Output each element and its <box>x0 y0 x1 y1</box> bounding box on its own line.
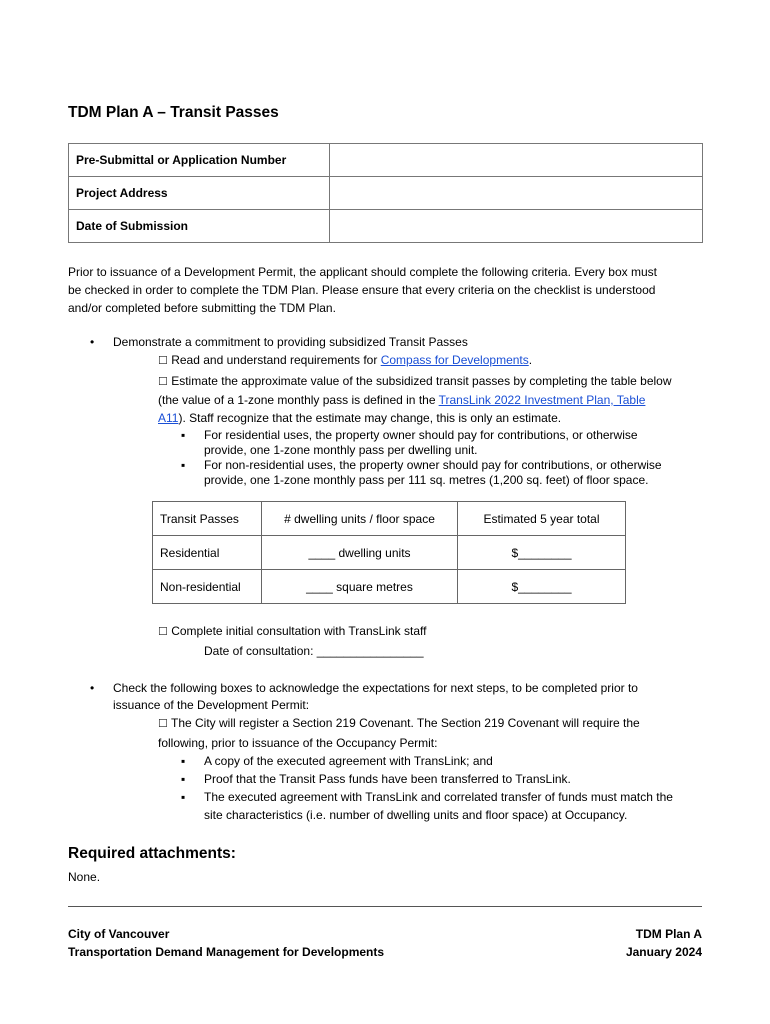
project-address-field[interactable] <box>330 177 703 210</box>
footer-plan: TDM Plan A <box>635 927 702 941</box>
section2-heading: Check the following boxes to acknowledge the expectations for next steps, to be completed prior to <box>113 681 638 695</box>
estimate-text-line <box>158 391 645 409</box>
table-row <box>69 210 703 243</box>
item-text: Complete initial consultation with TransLink staff <box>171 624 427 638</box>
info-label: Pre-Submittal or Application Number <box>69 144 330 177</box>
info-label: Project Address <box>69 177 330 210</box>
transit-passes-table <box>152 501 626 604</box>
table-header-row <box>153 502 626 536</box>
section1-heading: Demonstrate a commitment to providing subsidized Transit Passes <box>113 335 468 349</box>
footer-org: City of Vancouver <box>68 927 170 941</box>
submission-date-field[interactable] <box>330 210 703 243</box>
application-info-table <box>68 143 703 243</box>
item-text: Estimate the approximate value of the subsidized transit passes by completing the table below <box>171 374 672 388</box>
row-label: Non-residential <box>153 570 262 604</box>
sub-bullet-text: provide, one 1-zone monthly pass per 111 sq. metres (1,200 sq. feet) of floor space. <box>204 473 649 487</box>
application-number-field[interactable] <box>330 144 703 177</box>
footer-date: January 2024 <box>625 945 702 959</box>
estimate-checklist-item <box>158 372 672 391</box>
item-text: . <box>528 353 533 367</box>
estimate-text-line <box>158 409 561 427</box>
sub-bullet-text: A copy of the executed agreement with TransLink; and <box>204 754 493 768</box>
row-label: Residential <box>153 536 262 570</box>
translink-plan-link-cont[interactable]: A11 <box>158 411 179 425</box>
column-header: Estimated 5 year total <box>458 502 626 536</box>
consultation-checklist-item <box>158 622 426 641</box>
checkbox[interactable]: ☐ <box>158 718 168 730</box>
table-row <box>69 144 703 177</box>
residential-total-field[interactable]: $________ <box>458 536 626 570</box>
column-header: Transit Passes <box>153 502 262 536</box>
sub-bullet-text: For non-residential uses, the property owner should pay for contributions, or otherwise <box>204 458 662 472</box>
footer-subtitle: Transportation Demand Management for Developments <box>68 945 385 959</box>
sub-bullet-text: provide, one 1-zone monthly pass per dwelling unit. <box>204 443 478 457</box>
translink-plan-link[interactable]: TransLink 2022 Investment Plan, Table <box>438 393 646 407</box>
bullet-icon: • <box>90 681 95 695</box>
intro-line: Prior to issuance of a Development Permit, the applicant should complete the following criteria. Every box must <box>68 265 657 279</box>
sub-bullet-text: Proof that the Transit Pass funds have been transferred to TransLink. <box>204 772 571 786</box>
non-residential-total-field[interactable]: $________ <box>458 570 626 604</box>
attachments-heading: Required attachments: <box>68 845 236 862</box>
info-label: Date of Submission <box>69 210 330 243</box>
square-bullet-icon: ▪ <box>181 428 186 442</box>
table-row <box>69 177 703 210</box>
compass-link[interactable]: Compass for Developments <box>380 353 529 367</box>
square-metres-field[interactable]: ____ square metres <box>262 570 458 604</box>
consultation-date-field[interactable]: Date of consultation: ________________ <box>204 644 424 658</box>
attachments-text: None. <box>68 870 101 884</box>
intro-line: be checked in order to complete the TDM Plan. Please ensure that every criteria on the checklist is understood <box>68 283 656 297</box>
item-text: ). Staff recognize that the estimate may change, this is only an estimate. <box>178 411 562 425</box>
checkbox[interactable]: ☐ <box>158 376 168 388</box>
square-bullet-icon: ▪ <box>181 458 186 472</box>
sub-bullet-text: site characteristics (i.e. number of dwelling units and floor space) at Occupancy. <box>204 808 628 822</box>
intro-paragraph <box>68 263 708 317</box>
footer-left <box>68 925 384 961</box>
item-text: (the value of a 1-zone monthly pass is defined in the <box>158 393 439 407</box>
checkbox[interactable]: ☐ <box>158 355 168 367</box>
footer-divider <box>68 906 702 907</box>
table-row <box>153 570 626 604</box>
sub-bullet-text: For residential uses, the property owner should pay for contributions, or otherwise <box>204 428 638 442</box>
page-title: TDM Plan A – Transit Passes <box>68 104 279 121</box>
item-text: The City will register a Section 219 Covenant. The Section 219 Covenant will require the <box>171 716 640 730</box>
square-bullet-icon: ▪ <box>181 772 186 786</box>
item-text: Read and understand requirements for <box>171 353 381 367</box>
checkbox[interactable]: ☐ <box>158 626 168 638</box>
dwelling-units-field[interactable]: ____ dwelling units <box>262 536 458 570</box>
footer-right <box>626 925 702 961</box>
intro-line: and/or completed before submitting the TDM Plan. <box>68 301 336 315</box>
square-bullet-icon: ▪ <box>181 790 186 804</box>
table-row <box>153 536 626 570</box>
square-bullet-icon: ▪ <box>181 754 186 768</box>
column-header: # dwelling units / floor space <box>262 502 458 536</box>
compass-checklist-item <box>158 351 532 370</box>
item-text: following, prior to issuance of the Occupancy Permit: <box>158 736 438 750</box>
sub-bullet-text: The executed agreement with TransLink and correlated transfer of funds must match the <box>204 790 673 804</box>
section2-heading: issuance of the Development Permit: <box>113 698 310 712</box>
bullet-icon: • <box>90 335 95 349</box>
covenant-checklist-item <box>158 714 640 733</box>
